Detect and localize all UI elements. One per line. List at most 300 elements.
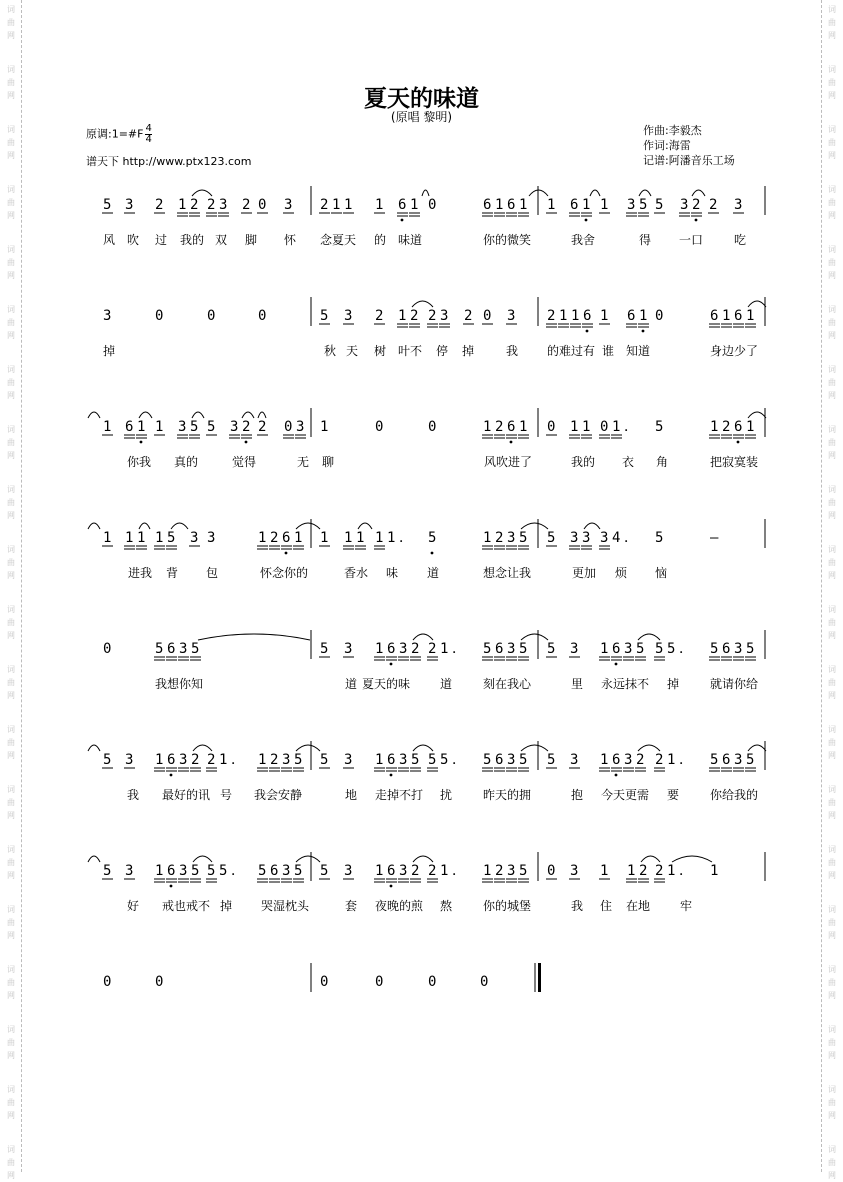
note: 1: [219, 752, 228, 768]
tie-arc: [139, 523, 150, 529]
tie-arc: [88, 412, 100, 418]
note: 5: [320, 863, 329, 879]
tie-arc: [171, 523, 188, 529]
watermark-char: 曲: [828, 618, 836, 627]
note: 0: [258, 197, 267, 213]
watermark-char: 网: [7, 331, 15, 340]
watermark-char: 曲: [828, 438, 836, 447]
note: 3: [624, 641, 633, 657]
note: 5: [191, 863, 200, 879]
note: 5: [411, 752, 420, 768]
note: 1: [722, 308, 731, 324]
song-subtitle: (原唱 黎明): [390, 110, 453, 124]
tie-arc: [584, 523, 600, 529]
watermark-char: 词: [828, 905, 836, 914]
note: 3: [399, 863, 408, 879]
note: ．: [624, 419, 638, 435]
watermark-char: 网: [7, 871, 15, 880]
time-signature-top: 4: [145, 123, 152, 134]
watermark-char: 词: [828, 845, 836, 854]
note: 5: [667, 641, 676, 657]
note: ．: [452, 752, 466, 768]
tie-arc: [641, 856, 660, 862]
watermark-char: 词: [7, 545, 15, 554]
note: 5: [547, 641, 556, 657]
note: 5: [710, 641, 719, 657]
watermark-char: 词: [7, 905, 15, 914]
note: 6: [495, 641, 504, 657]
watermark-char: 曲: [7, 138, 15, 147]
lyric-syllable: 无: [296, 455, 310, 469]
note: 2: [207, 197, 216, 213]
watermark-char: 曲: [7, 1158, 15, 1167]
lyric-syllable: 想念让我: [482, 566, 532, 580]
watermark-char: 曲: [7, 618, 15, 627]
note: 5: [655, 419, 664, 435]
note: 1: [398, 308, 407, 324]
note: 4: [612, 530, 621, 546]
transcriber-credit: 记谱:阿潘音乐工场: [643, 154, 735, 167]
lyric-syllable: 的: [373, 233, 387, 247]
note: 5: [519, 752, 528, 768]
note: 5: [258, 863, 267, 879]
lyric-syllable: 觉得: [231, 455, 257, 469]
watermark-char: 网: [828, 151, 836, 160]
note: 1: [440, 641, 449, 657]
lyric-syllable: 停: [435, 344, 449, 358]
lyric-syllable: 昨天的拥: [482, 788, 532, 802]
tie-arc: [413, 856, 433, 862]
tie-arc: [521, 634, 548, 640]
lyric-syllable: 今天更需: [600, 788, 650, 802]
note: 1: [387, 530, 396, 546]
note: 6: [583, 308, 592, 324]
watermark-char: 曲: [828, 138, 836, 147]
note: 5: [440, 752, 449, 768]
lyric-syllable: 就请你给: [709, 677, 759, 691]
note: 1: [710, 863, 719, 879]
lyric-syllable: 戒也戒不: [161, 899, 211, 913]
note: 1: [559, 308, 568, 324]
note: 3: [507, 530, 516, 546]
watermark-char: 网: [828, 1111, 836, 1120]
note: 1: [600, 863, 609, 879]
note: 1: [155, 530, 164, 546]
note: 3: [734, 197, 743, 213]
watermark-char: 词: [828, 365, 836, 374]
note: 0: [375, 419, 384, 435]
watermark-char: 网: [7, 931, 15, 940]
watermark-char: 网: [828, 1171, 836, 1180]
lyric-syllable: 要: [666, 788, 680, 802]
final-bar-thick: [538, 963, 541, 992]
lyric-syllable: 风: [102, 233, 116, 247]
note: ．: [231, 863, 245, 879]
note: 3: [570, 530, 579, 546]
note: 1: [600, 308, 609, 324]
watermark-char: 网: [7, 511, 15, 520]
tie-arc: [192, 190, 212, 196]
watermark-char: 网: [828, 991, 836, 1000]
watermark-char: 曲: [828, 378, 836, 387]
lyric-syllable: 角: [655, 455, 669, 469]
note: 5: [636, 641, 645, 657]
tie-arc: [638, 745, 660, 751]
note: 1: [582, 419, 591, 435]
watermark-char: 曲: [7, 198, 15, 207]
note: 3: [179, 752, 188, 768]
watermark-char: 曲: [828, 798, 836, 807]
note: 5: [103, 752, 112, 768]
tie-arc: [193, 856, 212, 862]
note: 2: [636, 752, 645, 768]
low-octave-dot: [585, 219, 588, 222]
note: 5: [191, 641, 200, 657]
note: 3: [734, 641, 743, 657]
note: 0: [375, 974, 384, 990]
watermark-char: 曲: [828, 558, 836, 567]
watermark-char: 曲: [7, 678, 15, 687]
tie-arc: [258, 412, 266, 418]
note: 5: [294, 863, 303, 879]
note: 1: [667, 863, 676, 879]
watermark-char: 曲: [828, 978, 836, 987]
watermark-char: 词: [7, 965, 15, 974]
note: 1: [483, 419, 492, 435]
note: 2: [270, 752, 279, 768]
tie-arc: [413, 745, 433, 751]
note: 3: [680, 197, 689, 213]
watermark-char: 曲: [828, 78, 836, 87]
note: 6: [734, 419, 743, 435]
lyric-syllable: 一口: [678, 233, 704, 247]
tie-arc: [296, 745, 320, 751]
low-octave-dot: [170, 774, 173, 777]
note: 1: [320, 419, 329, 435]
watermark-char: 网: [828, 271, 836, 280]
note: 1: [519, 419, 528, 435]
note: 2: [375, 308, 384, 324]
lyric-syllable: 哭湿枕头: [260, 899, 310, 913]
low-octave-dot: [615, 774, 618, 777]
note: 6: [722, 752, 731, 768]
note: 6: [125, 419, 134, 435]
note: ．: [679, 641, 693, 657]
note: 3: [190, 530, 199, 546]
watermark-char: 曲: [828, 918, 836, 927]
low-octave-dot: [245, 441, 248, 444]
note: 1: [600, 752, 609, 768]
tie-arc: [88, 856, 100, 862]
watermark-char: 网: [7, 751, 15, 760]
note: 1: [495, 197, 504, 213]
tie-arc: [521, 745, 548, 751]
watermark-char: 网: [828, 571, 836, 580]
watermark-char: 词: [828, 1085, 836, 1094]
note: 0: [207, 308, 216, 324]
watermark-char: 曲: [7, 318, 15, 327]
note: 2: [411, 641, 420, 657]
low-octave-dot: [390, 663, 393, 666]
watermark-char: 词: [7, 725, 15, 734]
note: 3: [125, 863, 134, 879]
watermark-char: 词: [828, 125, 836, 134]
note: 2: [722, 419, 731, 435]
composer-credit: 作曲:李毅杰: [643, 124, 702, 137]
note: 0: [103, 641, 112, 657]
note: 5: [519, 530, 528, 546]
watermark-char: 词: [828, 1145, 836, 1154]
lyric-syllable: 脚: [244, 233, 258, 247]
lyric-syllable: 夜晚的煎: [374, 899, 424, 913]
note: ．: [679, 863, 693, 879]
tie-arc: [521, 523, 548, 529]
watermark-char: 词: [7, 1085, 15, 1094]
watermark-char: 曲: [828, 678, 836, 687]
lyric-syllable: 我的: [570, 455, 596, 469]
note: 2: [242, 419, 251, 435]
watermark-char: 网: [7, 271, 15, 280]
tie-arc: [193, 745, 212, 751]
watermark-char: 曲: [828, 1038, 836, 1047]
watermark-char: 词: [7, 5, 15, 14]
note: 6: [507, 197, 516, 213]
note: 6: [270, 863, 279, 879]
note: 3: [624, 752, 633, 768]
tie-arc: [296, 856, 320, 862]
lyric-syllable: 树: [373, 344, 387, 358]
note: 5: [639, 197, 648, 213]
note: 2: [547, 308, 556, 324]
tie-arc: [88, 523, 100, 529]
note: ．: [679, 752, 693, 768]
low-octave-dot: [431, 552, 434, 555]
watermark-char: 词: [7, 665, 15, 674]
lyric-syllable: 味: [385, 566, 399, 580]
lyricist-credit: 作词:海雷: [643, 139, 691, 152]
note: 0: [600, 419, 609, 435]
lyric-syllable: 进我: [127, 566, 153, 580]
lyric-syllable: 我会安静: [253, 788, 303, 802]
key-label: 原调:1=#F: [86, 127, 144, 141]
note: 3: [282, 752, 291, 768]
note: 1: [344, 530, 353, 546]
note: 5: [655, 197, 664, 213]
lyric-syllable: 吹: [126, 233, 140, 247]
tie-arc: [198, 634, 310, 640]
note: 3: [125, 752, 134, 768]
note: 5: [207, 419, 216, 435]
watermark-char: 网: [7, 991, 15, 1000]
watermark-char: 网: [7, 811, 15, 820]
watermark-char: 曲: [7, 858, 15, 867]
lyric-syllable: 真的: [173, 455, 199, 469]
lyric-syllable: 牢: [679, 899, 693, 913]
note: 0: [103, 974, 112, 990]
lyric-syllable: 秋: [323, 344, 337, 358]
watermark-char: 词: [828, 5, 836, 14]
note: 3: [507, 752, 516, 768]
watermark-char: 词: [828, 65, 836, 74]
note: 1: [103, 530, 112, 546]
watermark-char: 曲: [7, 558, 15, 567]
note: 3: [570, 752, 579, 768]
note: 5: [746, 752, 755, 768]
lyric-syllable: 我: [570, 899, 584, 913]
tie-arc: [296, 523, 320, 529]
note: 2: [155, 197, 164, 213]
lyric-syllable: 你给我的: [709, 788, 759, 802]
note: 1: [258, 530, 267, 546]
note: ．: [231, 752, 245, 768]
note: 6: [483, 197, 492, 213]
watermark-char: 曲: [828, 198, 836, 207]
note: 5: [219, 863, 228, 879]
tie-arc: [590, 190, 600, 196]
lyric-syllable: 夏天的味: [361, 677, 411, 691]
note: —: [710, 530, 719, 546]
note: 5: [207, 863, 216, 879]
note: 1: [746, 419, 755, 435]
lyric-syllable: 得: [638, 233, 652, 247]
lyric-syllable: 身边少了: [709, 344, 759, 358]
note: 1: [332, 197, 341, 213]
note: 5: [190, 419, 199, 435]
note: 5: [320, 752, 329, 768]
watermark-char: 网: [7, 31, 15, 40]
watermark-char: 词: [828, 425, 836, 434]
lyric-syllable: 怀: [283, 233, 297, 247]
watermark-char: 词: [828, 725, 836, 734]
note: 1: [600, 197, 609, 213]
tie-arc: [422, 190, 429, 196]
note: 3: [344, 752, 353, 768]
watermark-char: 词: [7, 1145, 15, 1154]
low-octave-dot: [586, 330, 589, 333]
watermark-char: 网: [7, 91, 15, 100]
note: 1: [137, 530, 146, 546]
watermark-char: 词: [828, 305, 836, 314]
watermark-char: 曲: [7, 498, 15, 507]
lyric-syllable: 刻在我心: [482, 677, 532, 691]
note: 2: [242, 197, 251, 213]
note: 6: [398, 197, 407, 213]
watermark-char: 网: [828, 691, 836, 700]
note: 1: [667, 752, 676, 768]
low-octave-dot: [615, 663, 618, 666]
watermark-char: 词: [828, 185, 836, 194]
low-octave-dot: [140, 441, 143, 444]
watermark-char: 网: [7, 1051, 15, 1060]
tie-arc: [748, 745, 766, 751]
watermark-char: 词: [7, 365, 15, 374]
watermark-char: 网: [828, 511, 836, 520]
note: 3: [600, 530, 609, 546]
watermark-char: 词: [7, 485, 15, 494]
note: 2: [495, 530, 504, 546]
note: 0: [320, 974, 329, 990]
note: 1: [483, 530, 492, 546]
note: 3: [399, 641, 408, 657]
lyric-syllable: 聊: [321, 455, 335, 469]
watermark-char: 词: [828, 605, 836, 614]
watermark-char: 曲: [828, 1158, 836, 1167]
note: 1: [320, 530, 329, 546]
note: 1: [155, 752, 164, 768]
note: 0: [483, 308, 492, 324]
note: 6: [507, 419, 516, 435]
tie-arc: [639, 190, 651, 196]
tie-arc: [242, 412, 254, 418]
note: 2: [495, 419, 504, 435]
note: 2: [190, 197, 199, 213]
note: 1: [612, 419, 621, 435]
lyric-syllable: 地: [344, 788, 358, 802]
note: 1: [155, 419, 164, 435]
note: 5: [155, 641, 164, 657]
lyric-syllable: 我: [126, 788, 140, 802]
note: 0: [655, 308, 664, 324]
note: ．: [624, 530, 638, 546]
watermark-char: 网: [828, 91, 836, 100]
note: 1: [294, 530, 303, 546]
note: 6: [387, 641, 396, 657]
note: 1: [746, 308, 755, 324]
watermark-char: 曲: [7, 78, 15, 87]
lyric-syllable: 背: [165, 566, 179, 580]
note: 0: [428, 974, 437, 990]
note: 5: [294, 752, 303, 768]
lyric-syllable: 风吹进了: [483, 455, 533, 469]
lyric-syllable: 里: [570, 677, 584, 691]
note: 6: [167, 752, 176, 768]
watermark-char: 词: [7, 185, 15, 194]
note: 6: [710, 308, 719, 324]
note: 1: [710, 419, 719, 435]
note: 2: [411, 863, 420, 879]
watermark-char: 网: [828, 751, 836, 760]
lyric-syllable: 掉: [219, 899, 233, 913]
watermark-char: 网: [828, 451, 836, 460]
note: 3: [103, 308, 112, 324]
low-octave-dot: [737, 441, 740, 444]
note: 3: [284, 197, 293, 213]
lyric-syllable: 恼: [654, 566, 668, 580]
note: 1: [356, 530, 365, 546]
note: 1: [375, 530, 384, 546]
note: 3: [507, 641, 516, 657]
watermark-char: 词: [7, 785, 15, 794]
note: 2: [428, 641, 437, 657]
watermark-char: 曲: [7, 738, 15, 747]
tie-arc: [638, 634, 660, 640]
note: 5: [519, 641, 528, 657]
lyric-syllable: 味道: [397, 233, 423, 247]
note: ．: [452, 863, 466, 879]
watermark-char: 曲: [828, 18, 836, 27]
lyric-syllable: 最好的讯: [161, 788, 211, 802]
tie-arc: [88, 745, 100, 751]
lyric-syllable: 熬: [439, 899, 453, 913]
note: 3: [627, 197, 636, 213]
lyric-syllable: 更加: [571, 566, 597, 580]
lyric-syllable: 知道: [625, 344, 651, 358]
lyric-syllable: 我的: [179, 233, 205, 247]
note: 1: [410, 197, 419, 213]
watermark-char: 曲: [828, 258, 836, 267]
lyric-syllable: 烦: [614, 566, 628, 580]
watermark-char: 网: [7, 691, 15, 700]
